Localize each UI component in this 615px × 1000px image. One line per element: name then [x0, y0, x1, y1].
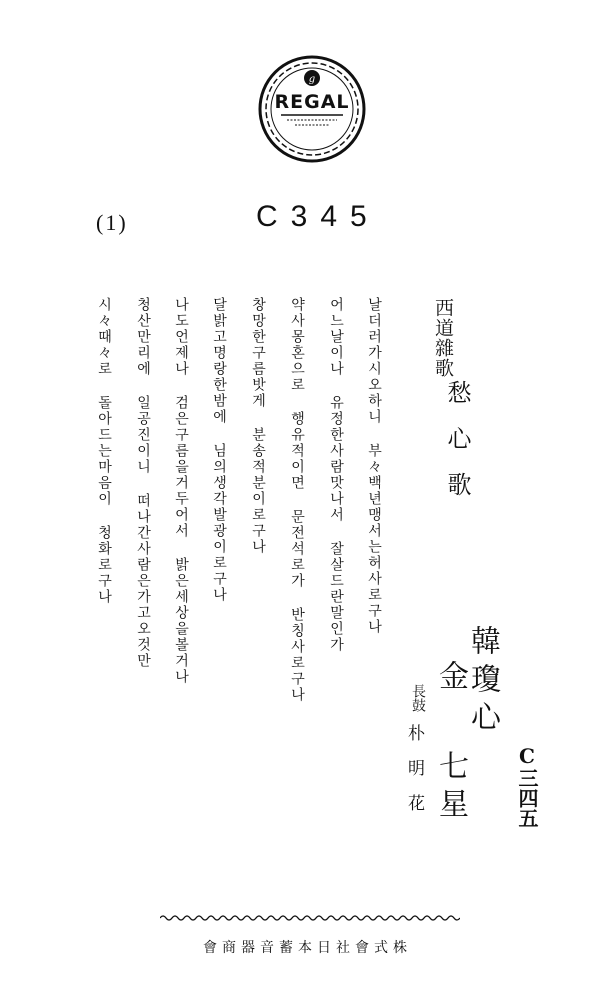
accompaniment-role: 長鼓	[410, 684, 426, 712]
regal-logo	[257, 54, 367, 164]
logo-brand: REGAL	[274, 91, 350, 113]
record-number: C345	[256, 200, 380, 233]
singer-2-name: 七星	[433, 750, 468, 826]
lyric-line: 창망한구름밧게 분송적분이로구나	[250, 297, 266, 555]
lyric-line: 달밝고명랑한밤에 님의생각발광이로구나	[211, 297, 227, 603]
accompanist: 朴明花	[404, 724, 424, 829]
singer-2-surname: 金	[433, 660, 468, 698]
genre: 西道雜歌	[432, 298, 454, 378]
company-name-text: 株式會社日本蓄音器商會	[203, 940, 412, 956]
lyric-line: 어느날이나 유정한사람맛나서 잘살드란말인가	[328, 297, 344, 653]
record-number-vertical: C三四五	[515, 744, 539, 828]
lyric-line: 약사몽혼으로 행유적이면 문전석로가 반칭사로구나	[289, 297, 305, 703]
lyric-line: 날더러가시오하니 부々백년맹서는허사로구나	[366, 297, 382, 635]
wavy-divider	[160, 914, 460, 922]
side-number: (1)	[96, 210, 128, 235]
lyric-line: 청산만리에 일공진이니 떠나간사람은가고오것만	[135, 297, 151, 669]
song-title: 愁心歌	[443, 380, 471, 518]
lyric-line: 나도언제나 검은구름을거두어서 밝은세상을볼거나	[173, 297, 189, 685]
svg-text:g: g	[308, 74, 316, 85]
singer-1: 韓瓊心	[465, 625, 500, 739]
lyric-line: 시々때々로 돌아드는마음이 청화로구나	[96, 297, 112, 605]
company-name	[0, 937, 615, 957]
